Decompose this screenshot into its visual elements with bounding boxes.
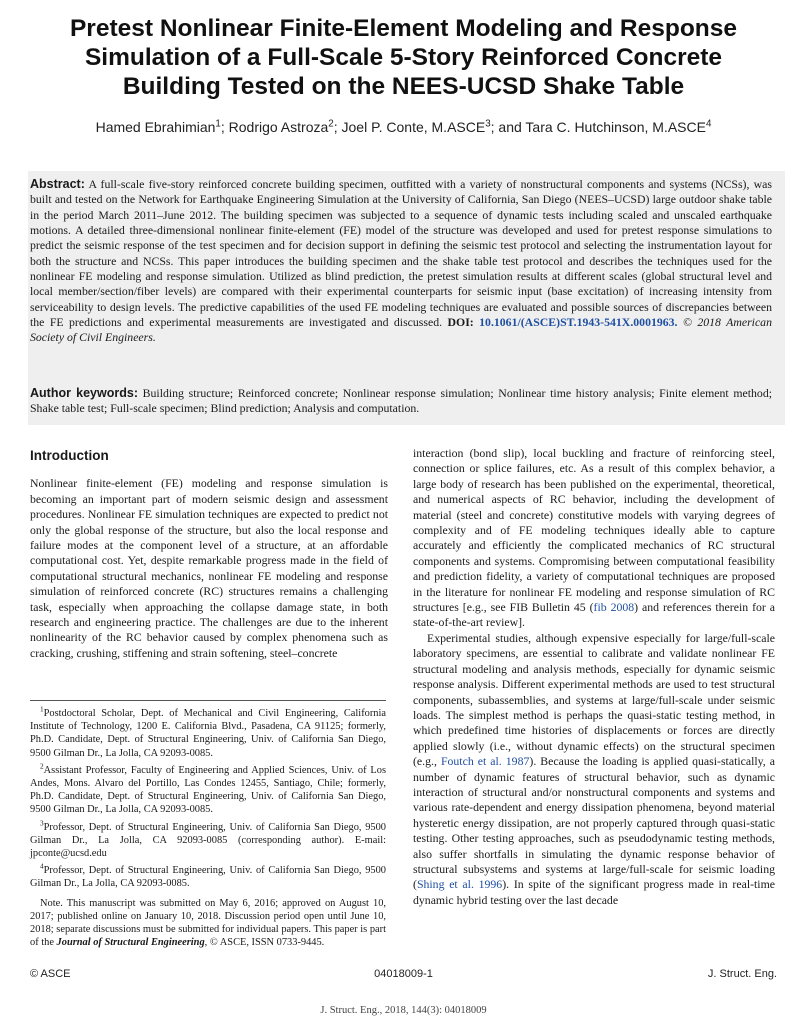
paragraph-text: ) and references therein for a state-of-the-art review].	[413, 600, 775, 630]
abstract	[30, 177, 772, 346]
footer-page-number: 04018009-1	[374, 968, 433, 980]
citation-link-shing-1996[interactable]: Shing et al. 1996	[416, 877, 503, 892]
keywords-text: Building structure; Reinforced concrete; Nonlinear response simulation; Nonlinear time history analysis; Finite element method; Shake table test; Full-scale specimen; Blind prediction; Analysis and computation.	[30, 386, 772, 416]
footnote-4: $^4$Professor, Dept. of Structural Engineering, Univ. of California San Diego, 9500 Gilman Dr., La Jolla, CA 92093-0085.	[30, 862, 386, 890]
paragraph-text: ). In spite of the significant progress made in real-time dynamic hybrid testing over the last decade	[413, 877, 775, 907]
manuscript-note	[30, 891, 386, 950]
note-issn: , © ASCE, ISSN 0733-9445.	[204, 937, 325, 949]
abstract-text: A full-scale five-story reinforced concrete building specimen, outfitted with a variety of nonstructural components and systems (NCSs), was built and tested on the Network for Earthquake Engineering Simulation at the University of California, San Diego (NEES–UCSD) large outdoor shake table in the period March 2011–June 2012. The building specimen was subjected to a sequence of dynamic tests including scaled and unscaled earthquake motions. A detailed three-dimensional nonlinear finite-element (FE) model of the structure was developed and used for pretest response simulations to predict the seismic response of the test specimen and for decision support in defining the seismic test protocol and selecting the instrumentation layout for both the structure and NCSs. This paper introduces the building specimen and the shake table test protocol and describes the techniques used for the nonlinear FE modeling and response simulation. Utilized as blind prediction, the pretest simulation results at different scales (global structural level and local member/section/fiber levels) are compared with their experimental counterparts for seismic input (base excitation) of increasing intensity from serviceability to design levels. The predictive capabilities of the used FE modeling techniques are evaluated and possible sources of discrepancies between the FE predictions and experimental measurements are investigated and discussed.	[30, 177, 772, 330]
author-list: Hamed Ebrahimian$^1$; Rodrigo Astroza$^2$; Joel P. Conte, M.ASCE$^3$; and Tara C. Hutchinson, M.ASCE$^4$	[95, 118, 712, 135]
footnote-2: $^2$Assistant Professor, Faculty of Engineering and Applied Sciences, Univ. of Los Andes, Mons. Alvaro del Portillo, Las Condes 12455, Santiago, Chile; formerly, Ph.D. Candidate, Dept. of Structural Engineering, Univ. of California San Diego, 9500 Gilman Dr., La Jolla, CA 92093-0085.	[30, 762, 386, 816]
section-heading-introduction: Introduction	[30, 448, 109, 463]
note-text: Note. This manuscript was submitted on May 6, 2016; approved on August 10, 2017; published online on January 10, 2018. Discussion period open until June 10, 2018; separate discussions must be submitted for individual papers. This paper is part of the	[30, 897, 386, 949]
affiliation-footnotes	[30, 700, 386, 949]
left-column	[30, 448, 388, 661]
footnote-3: $^3$Professor, Dept. of Structural Engineering, Univ. of California San Diego, 9500 Gilman Dr., La Jolla, CA 92093-0085 (corresponding author). E-mail: jpconte@ucsd.edu	[30, 819, 386, 860]
citation-link-foutch-1987[interactable]: Foutch et al. 1987	[440, 754, 530, 769]
footer-journal: J. Struct. Eng.	[707, 968, 777, 980]
author-keywords	[30, 386, 772, 417]
intro-paragraph-1: Nonlinear finite-element (FE) modeling and response simulation is becoming an important part of modern seismic design and assessment procedures. Nonlinear FE simulation techniques are expected to predict not only the global response of the structure, but also the local response and failure modes at the component level of a structure, at an affordable computational cost. Yet, despite remarkable progress made in the field of computational structural mechanics, nonlinear FE modeling and response simulation of reinforced concrete (RC) structures remains a challenging task, especially when approaching the collapse damage state, in both research and engineering practice. The challenges are due to the inherent nonlinearity of the RC behavior caused by complex phenomena such as cracking, crushing, stiffening and strain softening, steel–concrete	[30, 476, 388, 660]
paper-title	[30, 14, 777, 101]
footnote-1: $^1$Postdoctoral Scholar, Dept. of Mechanical and Civil Engineering, California Institute of Technology, 1200 E. California Blvd., Pasadena, CA 91125; formerly, Ph.D. Candidate, Dept. of Structural Engineering, Univ. of California San Diego, 9500 Gilman Dr., La Jolla, CA 92093-0085.	[30, 705, 386, 759]
journal-name: Journal of Structural Engineering	[56, 937, 205, 949]
title-line-1: Pretest Nonlinear Finite-Element Modeling and Response	[69, 15, 738, 42]
bottom-citation: J. Struct. Eng., 2018, 144(3): 04018009	[320, 1005, 487, 1016]
title-line-3: Building Tested on the NEES-UCSD Shake Table	[122, 73, 685, 100]
paragraph-text: interaction (bond slip), local buckling and fracture of reinforcing steel, connection or splice failures, etc. As a result of this complex behavior, a large body of research has been published on the experimental, theoretical, and numerical aspects of RC behavior, including the development of material (steel and concrete) constitutive models with varying degrees of complexity and of FE modeling techniques ideally able to capture accurately and efficiently the complicated mechanics of RC structural components and systems. Compromising between computational feasibility and prediction fidelity, a variety of computational techniques are proposed in the literature for nonlinear FE modeling and response simulation of RC structures [e.g., see FIB Bulletin 45 (	[413, 446, 775, 615]
citation-link-fib-2008[interactable]: fib 2008	[593, 600, 635, 615]
right-column	[413, 446, 775, 908]
paragraph-text: ). Because the loading is applied quasi-statically, a number of dynamic features of structural behavior, such as dynamic interaction of structural and/or nonstructural components and systems and various rate-dependent and energy dissipation phenomena, beyond material hysteretic energy dissipation, are not properly captured through quasi-static testing. Other testing approaches, such as pseudodynamic testing methods, also suffer shortfalls in simulating the dynamic response behavior of structural subsystems and systems at large/full-scale for seismic loading (	[413, 754, 775, 892]
title-line-2: Simulation of a Full-Scale 5-Story Reinforced Concrete	[84, 44, 723, 71]
abstract-label: Abstract:	[30, 177, 85, 191]
doi-label: DOI:	[447, 315, 474, 330]
footer-publisher: © ASCE	[30, 968, 71, 980]
copyright-notice: © 2018 American Society of Civil Engineers.	[30, 315, 772, 345]
keywords-label: Author keywords:	[30, 386, 138, 400]
paragraph-text: Experimental studies, although expensive especially for large/full-scale laboratory specimens, are essential to calibrate and validate nonlinear FE structural modeling and analysis methods, especially for dynamic seismic response analysis. Different experimental methods are used to test structural components, subassemblies, and systems at large/full-scale under seismic loads. The simplest method is perhaps the quasi-static testing method, in which predefined time histories of displacements or forces are directly applied slowly (i.e., without dynamic effects) on the structural specimen (e.g.,	[413, 630, 775, 769]
intro-paragraph-2	[413, 446, 775, 631]
intro-paragraph-3	[413, 631, 775, 908]
doi-link[interactable]: 10.1061/(ASCE)ST.1943-541X.0001963.	[479, 315, 678, 330]
